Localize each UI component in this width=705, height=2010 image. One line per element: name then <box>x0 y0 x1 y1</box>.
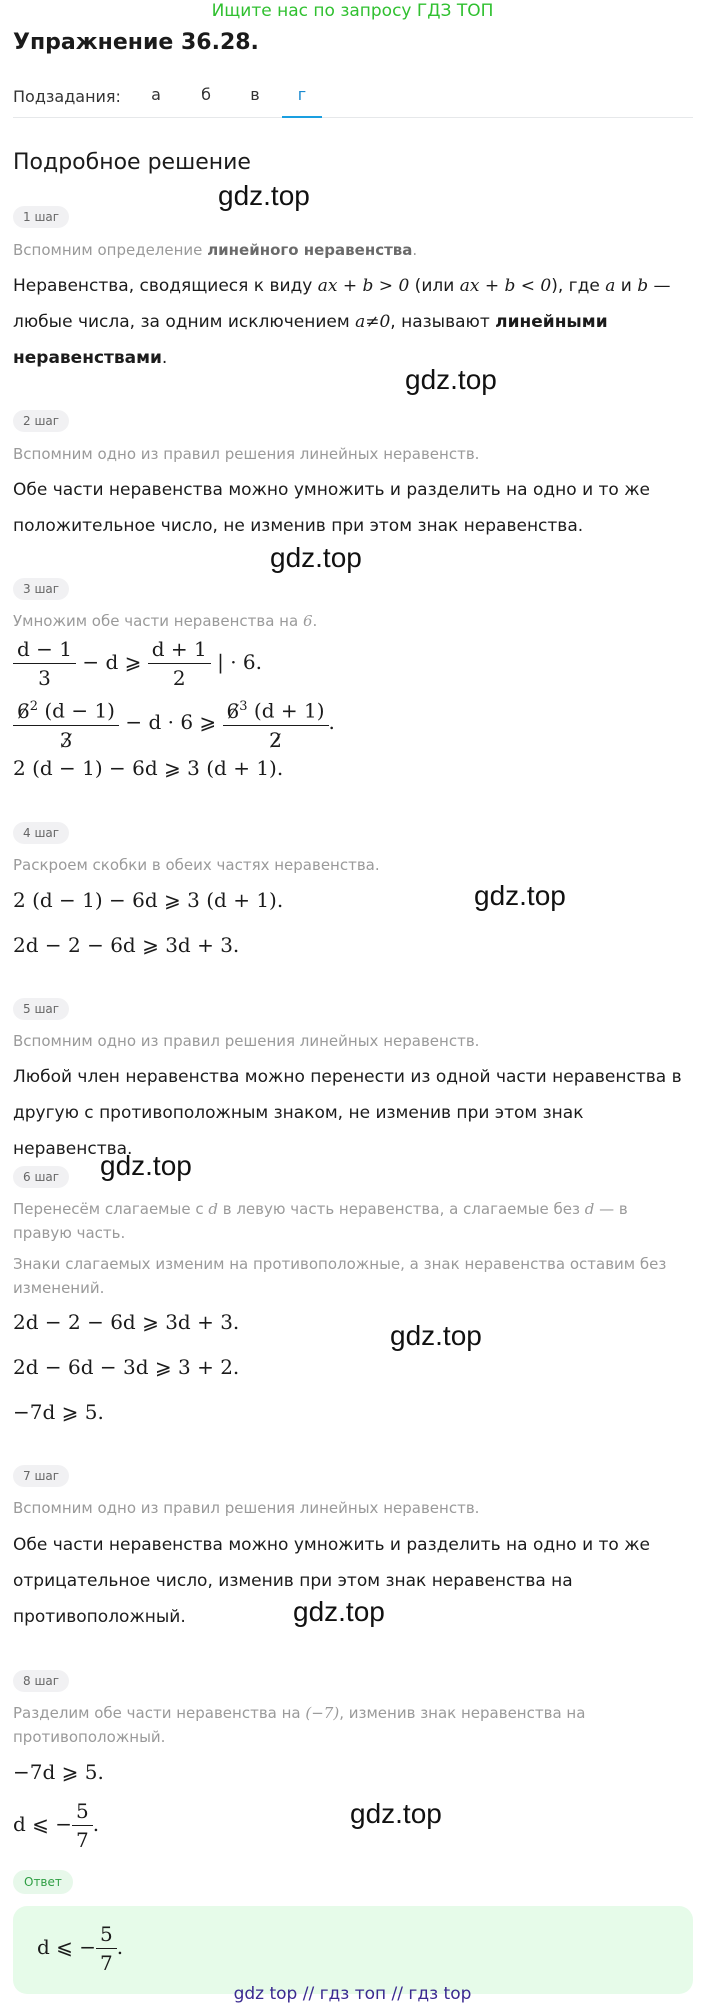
step-text: Неравенства, сводящиеся к виду ax + b > 0 (или ax + b < 0), где a и b — любые числа, за одним исключением a≠0, называют линейными неравенствами. <box>13 276 671 368</box>
step-hint: Вспомним одно из правил решения линейных неравенств. <box>13 1499 480 1517</box>
page-title: Упражнение 36.28. <box>13 30 259 55</box>
step-hint: Умножим обе части неравенства на 6. <box>13 612 318 630</box>
equation: 2d − 6d − 3d ⩾ 3 + 2. <box>13 1355 240 1379</box>
subtasks-bar <box>13 82 693 118</box>
watermark: gdz.top <box>350 1798 442 1829</box>
answer-equation: d ⩽ − $\frac{5}{7}$ . <box>37 1922 124 1975</box>
footer-links[interactable]: gdz top // гдз топ // гдз top <box>233 1984 472 2004</box>
equation: d ⩽ − $\frac{5}{7}$ . <box>13 1799 100 1852</box>
equation: −7d ⩾ 5. <box>13 1760 104 1784</box>
step-badge: 3 шаг <box>13 578 69 600</box>
step-text: Обе части неравенства можно умножить и разделить на одно и то же отрицательное число, изменив при этом знак неравенства на противоположный. <box>13 1535 651 1627</box>
watermark: gdz.top <box>474 880 566 911</box>
equation: −7d ⩾ 5. <box>13 1400 104 1424</box>
tab-v[interactable]: в <box>250 85 260 104</box>
step-badge: 4 шаг <box>13 822 69 844</box>
answer-badge: Ответ <box>13 1870 73 1894</box>
step-badge: 5 шаг <box>13 998 69 1020</box>
tab-b[interactable]: б <box>201 85 211 104</box>
subtasks-label: Подзадания: <box>13 87 121 106</box>
step-badge: 2 шаг <box>13 410 69 432</box>
step-badge: 7 шаг <box>13 1465 69 1487</box>
step-text: Обе части неравенства можно умножить и разделить на одно и то же положительное число, не изменив при этом знак неравенства. <box>13 480 651 536</box>
step-badge: 1 шаг <box>13 206 69 228</box>
equation: 2d − 2 − 6d ⩾ 3d + 3. <box>13 1310 240 1334</box>
step-hint: Вспомним одно из правил решения линейных неравенств. <box>13 1032 480 1050</box>
step-hint: Вспомним определение линейного неравенства. <box>13 241 418 259</box>
equation: 2 (d − 1) − 6d ⩾ 3 (d + 1). <box>13 756 284 780</box>
watermark: gdz.top <box>100 1150 192 1181</box>
step-badge: 8 шаг <box>13 1670 69 1692</box>
step-hint: Знаки слагаемых изменим на противоположные, а знак неравенства оставим без изменений. <box>13 1255 667 1297</box>
watermark: gdz.top <box>293 1596 385 1627</box>
watermark: gdz.top <box>405 364 497 395</box>
step-text: Любой член неравенства можно перенести из одной части неравенства в другую с противоположным знаком, не изменив при этом знак неравенства. <box>13 1067 682 1159</box>
search-banner: Ищите нас по запросу ГДЗ ТОП <box>211 1 494 21</box>
equation: $\frac{6^2 (d - 1)}{3}$ − d · 6 ⩾ $\frac{6^3 (d + 1)}{2}$ . <box>13 693 335 754</box>
watermark: gdz.top <box>270 542 362 573</box>
step-hint: Вспомним одно из правил решения линейных неравенств. <box>13 445 480 463</box>
tab-a[interactable]: а <box>151 85 161 104</box>
section-title: Подробное решение <box>13 150 251 175</box>
equation: $\frac{d - 1}{3}$ − d ⩾ $\frac{d + 1}{2}$ | · 6. <box>13 635 262 692</box>
step-hint: Перенесём слагаемые с d в левую часть неравенства, а слагаемые без d — в правую часть. <box>13 1200 628 1242</box>
step-hint: Раскроем скобки в обеих частях неравенства. <box>13 856 380 874</box>
watermark: gdz.top <box>390 1320 482 1351</box>
watermark: gdz.top <box>218 180 310 211</box>
step-badge: 6 шаг <box>13 1166 69 1188</box>
step-hint: Разделим обе части неравенства на (−7), изменив знак неравенства на противоположный. <box>13 1704 586 1746</box>
equation: 2 (d − 1) − 6d ⩾ 3 (d + 1). <box>13 888 284 912</box>
equation: 2d − 2 − 6d ⩾ 3d + 3. <box>13 933 240 957</box>
answer-box <box>13 1906 693 1994</box>
tab-g[interactable]: г <box>282 82 322 118</box>
